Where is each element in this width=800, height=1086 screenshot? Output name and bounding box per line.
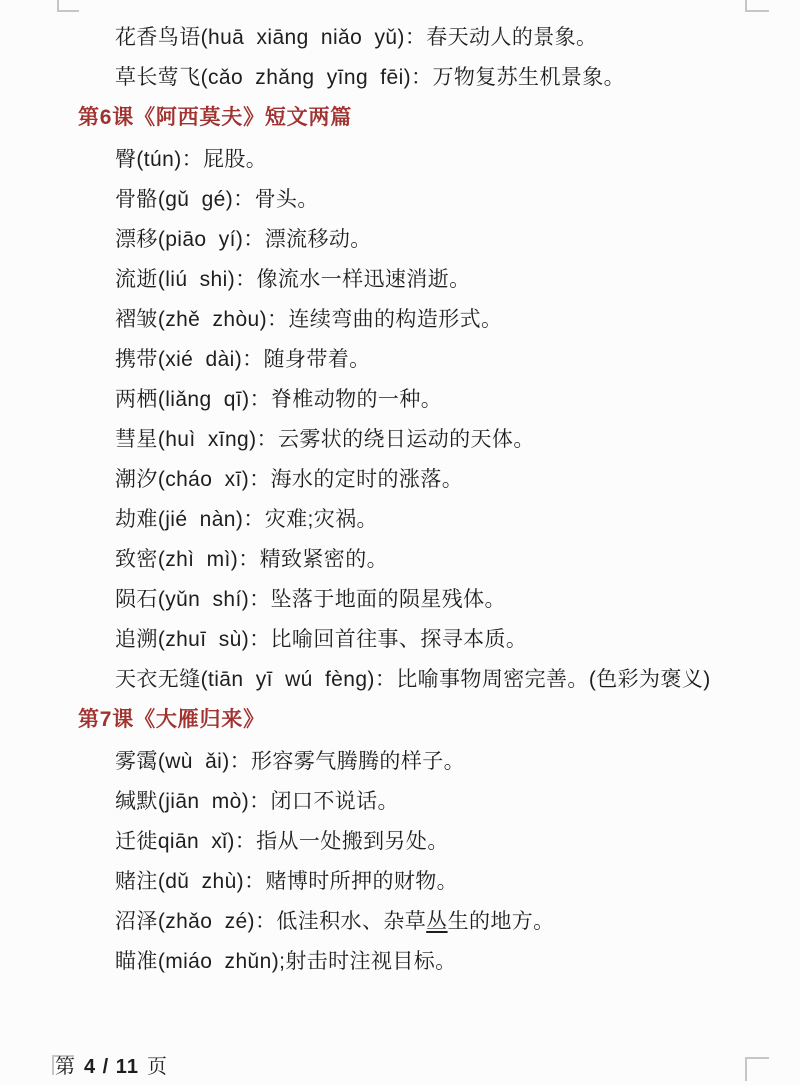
- glossary-entry: [115, 546, 780, 573]
- glossary-entry: [115, 64, 780, 91]
- margin-mark-bottom-right: [745, 1057, 769, 1081]
- glossary-entry: [115, 226, 780, 253]
- entry-pinyin: (zhuī sù): [157, 628, 250, 651]
- entry-definition: 灾难;灾祸。: [264, 508, 378, 531]
- entry-separator: ：: [254, 910, 277, 933]
- entry-term: 雾霭: [115, 750, 158, 773]
- entry-pinyin: (tiān yī wú fèng): [200, 668, 375, 691]
- glossary-entry: [115, 386, 780, 413]
- section-heading: 第7课《大雁归来》: [78, 708, 265, 731]
- entry-term: 臀: [115, 148, 137, 171]
- glossary-entry: [115, 506, 780, 533]
- glossary-entry: [115, 828, 780, 855]
- entry-term: 草长莺飞: [115, 66, 201, 89]
- entry-term: 致密: [115, 548, 158, 571]
- entry-definition: 精致紧密的。: [259, 548, 388, 571]
- entry-separator: ：: [181, 148, 203, 171]
- glossary-entry: [115, 146, 780, 173]
- glossary-entry: [115, 586, 780, 613]
- entry-separator: ：: [243, 228, 265, 251]
- glossary-entry: [115, 266, 780, 293]
- entry-pinyin: (miáo zhǔn): [157, 950, 280, 973]
- entry-definition: 指从一处搬到另处。: [256, 830, 449, 853]
- entry-term: 流逝: [115, 268, 158, 291]
- entry-pinyin: (gǔ gé): [157, 188, 234, 211]
- entry-definition: 赌博时所押的财物。: [265, 870, 459, 893]
- entry-pinyin: (zhì mì): [157, 548, 239, 571]
- entry-pinyin: (xié dài): [157, 348, 243, 371]
- entry-separator: ：: [249, 790, 271, 813]
- entry-term: 瞄准: [115, 950, 158, 973]
- entry-term: 花香鸟语: [115, 26, 201, 49]
- entry-definition: 坠落于地面的陨星残体。: [270, 588, 506, 611]
- entry-term: 沼泽: [115, 910, 158, 933]
- glossary-entry: [115, 908, 780, 935]
- entry-pinyin: qiān xǐ): [157, 830, 235, 853]
- entry-definition: 海水的定时的涨落。: [270, 468, 464, 491]
- entry-term: 赌注: [115, 870, 158, 893]
- entry-separator: ：: [244, 870, 266, 893]
- entry-pinyin: (cǎo zhǎng yīng fēi): [200, 66, 412, 89]
- document-body: [78, 24, 780, 988]
- entry-definition-part: 丛: [426, 910, 448, 933]
- entry-definition: 比喻事物周密完善。(色彩为褒义): [396, 668, 711, 691]
- entry-definition-part: 生的地方。: [447, 910, 555, 933]
- entry-pinyin: (liú shi): [157, 268, 236, 291]
- entry-pinyin: (wù ǎi): [157, 750, 230, 773]
- glossary-entry: [115, 24, 780, 51]
- entry-pinyin: (liǎng qī): [157, 388, 250, 411]
- entry-definition: 闭口不说话。: [270, 790, 399, 813]
- glossary-entry: [115, 186, 780, 213]
- glossary-entry: [115, 426, 780, 453]
- entry-separator: ：: [242, 348, 264, 371]
- glossary-entry: [115, 666, 780, 693]
- entry-term: 缄默: [115, 790, 158, 813]
- entry-definition: 屁股。: [203, 148, 268, 171]
- entry-definition: 射击时注视目标。: [285, 950, 457, 973]
- entry-term: 彗星: [115, 428, 158, 451]
- entry-definition: 像流水一样迅速消逝。: [256, 268, 471, 291]
- entry-pinyin: (zhǎo zé): [157, 910, 255, 933]
- entry-separator: ：: [404, 26, 427, 49]
- entry-pinyin: (cháo xī): [157, 468, 250, 491]
- entry-separator: ：: [235, 268, 257, 291]
- entry-separator: ：: [411, 66, 433, 89]
- margin-mark-top-right: [745, 0, 769, 12]
- glossary-entry: [115, 466, 780, 493]
- entry-separator: ：: [243, 508, 265, 531]
- glossary-entry: [115, 346, 780, 373]
- entry-term: 天衣无缝: [115, 668, 201, 691]
- entry-term: 漂移: [115, 228, 158, 251]
- entry-definition: 漂流移动。: [264, 228, 372, 251]
- entry-definition: 春天动人的景象。: [426, 26, 598, 49]
- entry-term: 劫难: [115, 508, 158, 531]
- entry-definition: 随身带着。: [263, 348, 371, 371]
- entry-term: 潮汐: [115, 468, 158, 491]
- glossary-entry: [115, 788, 780, 815]
- entry-separator: ：: [229, 750, 252, 773]
- page-footer-prefix: 第: [55, 1056, 76, 1078]
- entry-pinyin: (jié nàn): [157, 508, 244, 531]
- entry-term: 两栖: [115, 388, 158, 411]
- page-footer-suffix: 页: [146, 1056, 168, 1078]
- entry-term: 骨骼: [115, 188, 158, 211]
- entry-definition: 比喻回首往事、探寻本质。: [270, 628, 528, 651]
- entry-term: 追溯: [115, 628, 158, 651]
- entry-separator: ：: [238, 548, 260, 571]
- entry-pinyin: (jiān mò): [157, 790, 250, 813]
- entry-separator: ：: [374, 668, 397, 691]
- entry-term: 迁徙: [115, 830, 158, 853]
- entry-separator: ：: [249, 628, 271, 651]
- glossary-entry: [115, 948, 780, 975]
- entry-separator: ;: [279, 950, 286, 973]
- entry-definition: 脊椎动物的一种。: [270, 388, 443, 411]
- entry-definition: 骨头。: [254, 188, 319, 211]
- entry-pinyin: (zhě zhòu): [157, 308, 268, 331]
- entry-term: 携带: [115, 348, 158, 371]
- entry-pinyin: (dǔ zhù): [157, 870, 245, 893]
- entry-definition-part: 低洼积水、杂草: [276, 910, 427, 933]
- entry-term: 陨石: [115, 588, 158, 611]
- entry-separator: ：: [256, 428, 278, 451]
- entry-separator: ：: [249, 388, 271, 411]
- entry-pinyin: (tún): [136, 148, 182, 171]
- entry-separator: ：: [249, 468, 271, 491]
- entry-separator: ：: [249, 588, 271, 611]
- entry-separator: ：: [233, 188, 255, 211]
- entry-separator: ：: [234, 830, 257, 853]
- entry-pinyin: (huì xīng): [157, 428, 257, 451]
- entry-definition: 连续弯曲的构造形式。: [288, 308, 503, 331]
- entry-definition: 形容雾气腾腾的样子。: [251, 750, 466, 773]
- glossary-entry: [115, 306, 780, 333]
- glossary-entry: [115, 868, 780, 895]
- entry-separator: ：: [267, 308, 289, 331]
- glossary-entry: [115, 748, 780, 775]
- page-number: 4 / 11: [84, 1056, 139, 1078]
- entry-term: 褶皱: [115, 308, 158, 331]
- margin-mark-top-left: [57, 0, 79, 12]
- entry-pinyin: (piāo yí): [157, 228, 244, 251]
- section-heading: 第6课《阿西莫夫》短文两篇: [78, 106, 353, 129]
- entry-definition: 万物复苏生机景象。: [432, 66, 626, 89]
- entry-definition: 云雾状的绕日运动的天体。: [277, 428, 535, 451]
- entry-pinyin: (yǔn shí): [157, 588, 250, 611]
- glossary-entry: [115, 626, 780, 653]
- entry-pinyin: (huā xiāng niǎo yǔ): [200, 26, 405, 49]
- page-footer: [55, 1050, 168, 1079]
